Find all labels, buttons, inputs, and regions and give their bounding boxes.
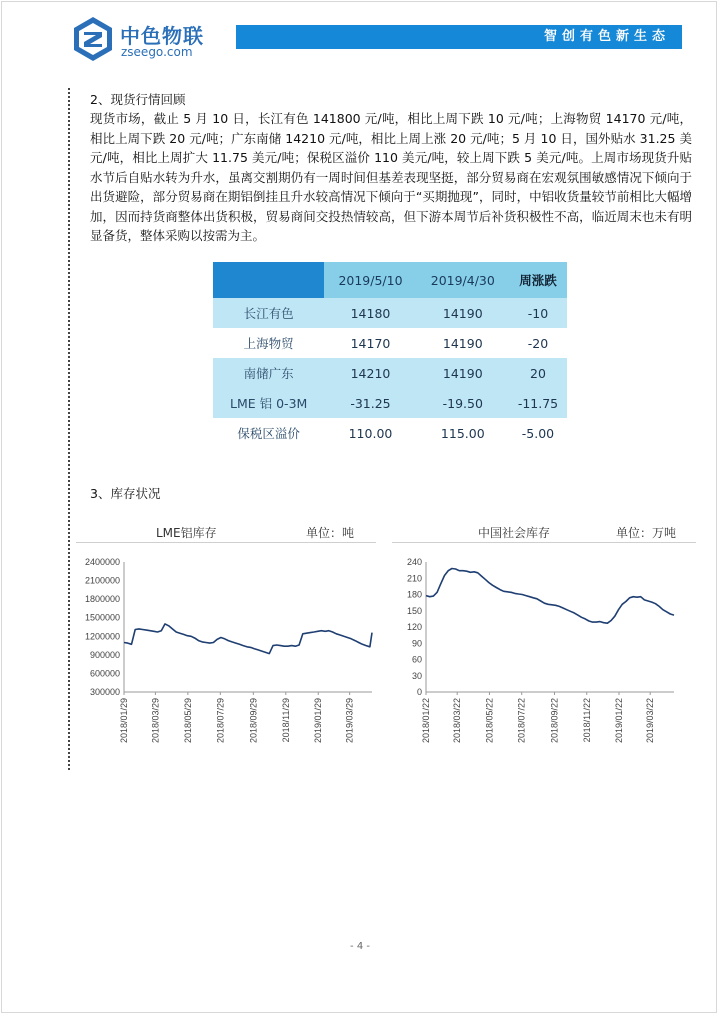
x-tick-label: 2018/05/29 [182,698,193,744]
table-header-weekly-change: 周涨跌 [509,262,567,298]
y-tick-label: 90 [411,638,422,649]
y-tick-label: 60 [411,654,422,665]
y-tick-label: 210 [406,573,422,584]
y-tick-label: 1500000 [84,612,120,623]
table-header-date-previous: 2019/4/30 [417,262,509,298]
table-header-row [213,262,567,298]
china-social-inventory-plot [392,522,714,760]
y-tick-label: 240 [406,557,422,567]
x-tick-label: 2018/09/22 [549,698,560,744]
x-tick-label: 2018/07/29 [215,698,226,744]
table-cell: 14170 [350,335,391,351]
logo-domain: zseego.com [121,45,193,59]
table-cell: 110.00 [348,425,393,441]
table-row [213,418,567,448]
table-row [213,298,567,328]
table-cell: 14210 [324,358,416,388]
series-line [426,569,674,624]
table-row [213,328,567,358]
y-tick-label: 30 [411,670,422,681]
table-cell: 14180 [324,298,416,328]
table-cell: 115.00 [440,425,485,441]
x-tick-label: 2018/07/22 [516,698,527,744]
y-tick-label: 600000 [89,668,120,679]
y-tick-label: 2400000 [84,557,120,567]
table-cell: -19.50 [417,388,509,418]
x-tick-label: 2019/03/29 [344,698,355,744]
table-cell: 14190 [442,335,483,351]
y-tick-label: 900000 [89,649,120,660]
y-tick-label: 150 [406,605,422,616]
section-title-inventory: 3、库存状况 [90,486,161,501]
x-tick-label: 2018/03/29 [150,698,161,744]
table-row [213,358,567,388]
table-cell: -5.00 [521,425,555,441]
x-tick-label: 2018/09/29 [248,698,259,744]
lme-inventory-chart [76,522,398,760]
x-tick-label: 2018/01/22 [421,698,431,744]
header-banner: 智创有色新生态 [236,25,682,49]
table-cell: 长江有色 [213,298,324,328]
spot-price-table [213,262,567,448]
table-header-date-current: 2019/5/10 [324,262,416,298]
table-cell: 保税区溢价 [237,426,300,441]
x-tick-label: 2018/03/22 [452,698,463,744]
chart-unit-label: 单位：万吨 [616,526,677,540]
y-tick-label: 0 [416,687,422,697]
table-cell: -20 [527,335,549,351]
table-header-blank [213,262,324,298]
logo-icon [72,16,114,62]
table-cell: LME 铝 0-3M [213,388,324,418]
table-cell: -31.25 [324,388,416,418]
section-title-spot-review: 2、现货行情回顾 [90,92,186,107]
table-cell: 20 [509,358,567,388]
x-tick-label: 2019/01/29 [313,698,324,744]
table-cell: -11.75 [509,388,567,418]
x-tick-label: 2018/01/29 [119,698,129,744]
lme-inventory-plot [76,522,398,760]
china-social-inventory-chart [392,522,714,760]
y-tick-label: 1200000 [84,631,120,642]
x-tick-label: 2018/11/22 [581,698,592,743]
table-cell: -10 [509,298,567,328]
y-tick-label: 2100000 [84,575,120,586]
y-tick-label: 1800000 [84,594,120,605]
spot-market-paragraph: 现货市场，截止 5 月 10 日，长江有色 141800 元/吨，相比上周下跌 10 元/吨；上海物贸 14170 元/吨，相比上周下跌 20 元/吨；广东南储 14210 元/吨，相比上周上涨 20 元/吨；5 月 10 日，国外贴水 31.25 美元/吨，相比上周扩大 11.75 美元/吨；保税区溢价 110 美元/吨，较上周下跌 5 美元/吨。上周市场现货升贴水节后自贴水转为升水，虽离交割期仍有一周时间但基差表现坚挺，部分贸易商在宏观氛围敏感情况下倾向于出货避险，部分贸易商在期铝倒挂且升水较高情况下倾向于“买期抛现”，同时，中铝收货量较节前相比大幅增加，因而持货商整体出货积极，贸易商间交投热情较高，但下游本周节后补货积极性不高，临近周末也未有明显备货，整体采购以按需为主。 [90,111,692,243]
table-cell: 14190 [417,298,509,328]
x-tick-label: 2019/03/22 [645,698,656,744]
chart-unit-label: 单位：吨 [306,526,355,540]
chart-title: LME铝库存 [156,526,217,540]
x-tick-label: 2018/11/29 [280,698,291,743]
chart-title: 中国社会库存 [478,526,551,540]
page-number: - 4 - [350,941,370,952]
series-line [124,624,372,654]
table-cell: 南储广东 [213,358,324,388]
left-dotted-rule [68,88,70,770]
table-cell: 14190 [417,358,509,388]
x-tick-label: 2019/01/22 [614,698,625,744]
y-tick-label: 180 [406,589,422,600]
table-row [213,388,567,418]
y-tick-label: 300000 [89,687,120,697]
table-cell: 上海物贸 [243,336,294,351]
company-logo [72,16,202,62]
x-tick-label: 2018/05/22 [484,698,495,744]
logo-chinese-name: 中色物联 [120,24,204,48]
y-tick-label: 120 [406,622,422,632]
